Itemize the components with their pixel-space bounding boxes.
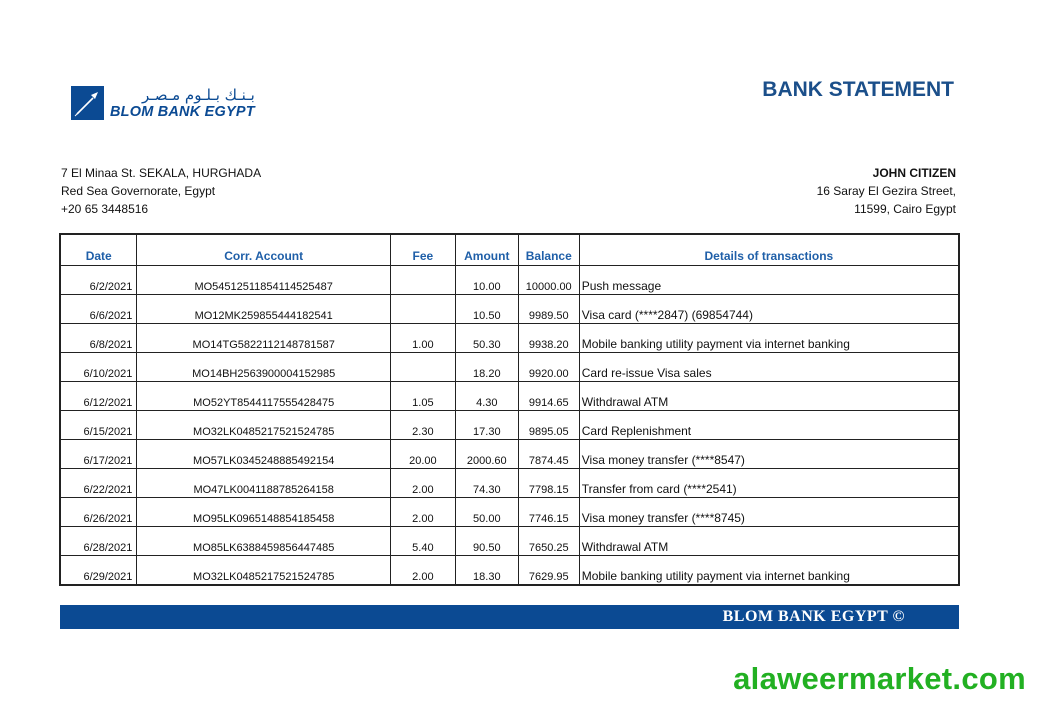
table-row	[60, 295, 959, 324]
bank-phone: +20 65 3448516	[61, 202, 149, 216]
table-row	[60, 527, 959, 556]
cell-balance: 9920.00	[518, 353, 579, 382]
footer-bar: BLOM BANK EGYPT ©	[60, 605, 959, 629]
cell-balance: 7650.25	[518, 527, 579, 556]
watermark: alaweermarket.com	[733, 661, 1026, 696]
customer-address	[817, 164, 956, 218]
cell-details: Mobile banking utility payment via internet banking	[579, 556, 959, 586]
cell-balance: 9938.20	[518, 324, 579, 353]
cell-fee: 2.00	[390, 498, 455, 527]
bank-address-line: 7 El Minaa St. SEKALA, HURGHADA	[61, 166, 262, 180]
logo-arabic-text: بـنـك بـلـوم مـصـر	[142, 86, 255, 104]
cell-amount: 74.30	[455, 469, 518, 498]
cell-account: MO52YT8544117555428475	[137, 382, 391, 411]
cell-account: MO14TG5822112148781587	[137, 324, 391, 353]
bank-address	[61, 164, 261, 218]
page-title: BANK STATEMENT	[762, 78, 954, 101]
cell-date: 6/22/2021	[60, 469, 137, 498]
cell-amount: 17.30	[455, 411, 518, 440]
cell-account: MO85LK6388459856447485	[137, 527, 391, 556]
cell-fee	[390, 295, 455, 324]
table-row	[60, 266, 959, 295]
cell-fee	[390, 266, 455, 295]
cell-balance: 9914.65	[518, 382, 579, 411]
cell-fee: 1.00	[390, 324, 455, 353]
customer-address-line: 16 Saray El Gezira Street,	[816, 184, 956, 198]
cell-fee	[390, 353, 455, 382]
cell-fee: 2.00	[390, 469, 455, 498]
cell-account: MO57LK0345248885492154	[137, 440, 391, 469]
bank-logo-icon	[71, 86, 104, 120]
column-header-balance: Balance	[518, 234, 579, 266]
cell-date: 6/28/2021	[60, 527, 137, 556]
cell-balance: 9895.05	[518, 411, 579, 440]
cell-balance: 9989.50	[518, 295, 579, 324]
cell-amount: 18.30	[455, 556, 518, 586]
cell-details: Visa money transfer (****8547)	[579, 440, 959, 469]
cell-fee: 5.40	[390, 527, 455, 556]
cell-details: Push message	[579, 266, 959, 295]
cell-details: Transfer from card (****2541)	[579, 469, 959, 498]
cell-date: 6/12/2021	[60, 382, 137, 411]
column-header-amount: Amount	[455, 234, 518, 266]
cell-details: Card re-issue Visa sales	[579, 353, 959, 382]
cell-balance: 7746.15	[518, 498, 579, 527]
transactions-table	[59, 233, 960, 586]
cell-account: MO47LK0041188785264158	[137, 469, 391, 498]
cell-balance: 7874.45	[518, 440, 579, 469]
cell-account: MO14BH2563900004152985	[137, 353, 391, 382]
cell-account: MO32LK0485217521524785	[137, 411, 391, 440]
cell-account: MO32LK0485217521524785	[137, 556, 391, 586]
cell-date: 6/6/2021	[60, 295, 137, 324]
column-header-date: Date	[60, 234, 137, 266]
cell-details: Withdrawal ATM	[579, 382, 959, 411]
cell-date: 6/15/2021	[60, 411, 137, 440]
logo-english-text: BLOM BANK EGYPT	[110, 104, 255, 120]
cell-amount: 10.50	[455, 295, 518, 324]
table-row	[60, 469, 959, 498]
cell-date: 6/29/2021	[60, 556, 137, 586]
cell-amount: 10.00	[455, 266, 518, 295]
cell-date: 6/8/2021	[60, 324, 137, 353]
customer-address-line: 11599, Cairo Egypt	[854, 202, 956, 216]
customer-name: JOHN CITIZEN	[872, 166, 956, 180]
cell-details: Card Replenishment	[579, 411, 959, 440]
cell-balance: 7798.15	[518, 469, 579, 498]
cell-date: 6/17/2021	[60, 440, 137, 469]
cell-account: MO95LK0965148854185458	[137, 498, 391, 527]
table-row	[60, 411, 959, 440]
cell-amount: 2000.60	[455, 440, 518, 469]
cell-amount: 90.50	[455, 527, 518, 556]
cell-fee: 1.05	[390, 382, 455, 411]
table-row	[60, 498, 959, 527]
column-header-account: Corr. Account	[137, 234, 391, 266]
cell-fee: 2.30	[390, 411, 455, 440]
cell-details: Mobile banking utility payment via internet banking	[579, 324, 959, 353]
cell-account: MO12MK259855444182541	[137, 295, 391, 324]
cell-details: Visa money transfer (****8745)	[579, 498, 959, 527]
cell-balance: 10000.00	[518, 266, 579, 295]
cell-date: 6/26/2021	[60, 498, 137, 527]
cell-balance: 7629.95	[518, 556, 579, 586]
table-row	[60, 324, 959, 353]
bank-address-line: Red Sea Governorate, Egypt	[61, 184, 216, 198]
table-row	[60, 382, 959, 411]
cell-fee: 2.00	[390, 556, 455, 586]
table-header-row	[60, 234, 959, 266]
bank-logo	[71, 86, 255, 120]
column-header-details: Details of transactions	[579, 234, 959, 266]
cell-amount: 4.30	[455, 382, 518, 411]
cell-date: 6/10/2021	[60, 353, 137, 382]
cell-amount: 50.30	[455, 324, 518, 353]
table-row	[60, 353, 959, 382]
cell-account: MO54512511854114525487	[137, 266, 391, 295]
cell-details: Withdrawal ATM	[579, 527, 959, 556]
cell-date: 6/2/2021	[60, 266, 137, 295]
column-header-fee: Fee	[390, 234, 455, 266]
cell-amount: 50.00	[455, 498, 518, 527]
cell-details: Visa card (****2847) (69854744)	[579, 295, 959, 324]
cell-amount: 18.20	[455, 353, 518, 382]
cell-fee: 20.00	[390, 440, 455, 469]
table-row	[60, 440, 959, 469]
table-row	[60, 556, 959, 586]
